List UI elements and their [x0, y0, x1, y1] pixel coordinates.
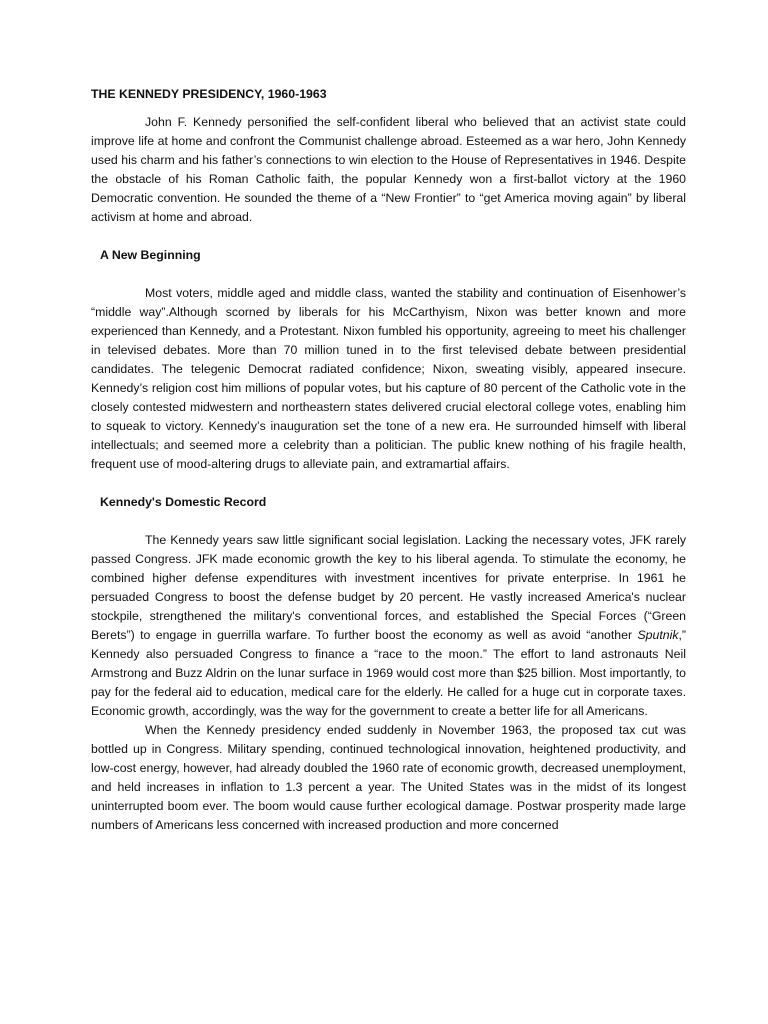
section-heading-new-beginning: A New Beginning [100, 248, 201, 262]
document-title: THE KENNEDY PRESIDENCY, 1960-1963 [91, 87, 327, 101]
new-beginning-paragraph: Most voters, middle aged and middle class, wanted the stability and continuation of Eisenhower’s “middle way”.Although scorned by liberals for his McCarthyism, Nixon was better known and more experienced than Kennedy, and a Protestant. Nixon fumbled his opportunity, agreeing to meet his challenger in televised debates. More than 70 million tuned in to the first televised debate between presidential candidates. The telegenic Democrat radiated confidence; Nixon, sweating visibly, appeared insecure. Kennedy’s religion cost him millions of popular votes, but his capture of 80 percent of the Catholic vote in the closely contested midwestern and northeastern states delivered crucial electoral college votes, enabling him to squeak to victory. Kennedy’s inauguration set the tone of a new era. He surrounded himself with liberal intellectuals; and seemed more a celebrity than a politician. The public knew nothing of his fragile health, frequent use of mood-altering drugs to alleviate pain, and extramartial affairs. [91, 286, 686, 471]
domestic-p1-text-a: The Kennedy years saw little significant social legislation. Lacking the necessary votes, JFK rarely passed Congress. JFK made economic growth the key to his liberal agenda. To stimulate the economy, he combined higher defense expenditures with investment incentives for private enterprise. In 1961 he persuaded Congress to boost the defense budget by 20 percent. He vastly increased America's nuclear stockpile, strengthened the military's conventional forces, and established the Special Forces (“Green Berets”) to engage in guerrilla warfare. To further boost the economy as well as avoid “another [91, 533, 686, 642]
section-heading-domestic-record: Kennedy's Domestic Record [100, 495, 267, 509]
document-page [91, 85, 686, 835]
domestic-p1-text-b: ,” Kennedy also persuaded Congress to finance a “race to the moon.” The effort to land astronauts Neil Armstrong and Buzz Aldrin on the lunar surface in 1969 would cost more than $25 billion. Most importantly, to pay for the federal aid to education, medical care for the elderly. He called for a huge cut in corporate taxes. Economic growth, accordingly, was the way for the government to create a better life for all Americans. [91, 628, 686, 718]
intro-paragraph: John F. Kennedy personified the self-confident liberal who believed that an activist state could improve life at home and confront the Communist challenge abroad. Esteemed as a war hero, John Kennedy used his charm and his father’s connections to win election to the House of Representatives in 1946. Despite the obstacle of his Roman Catholic faith, the popular Kennedy won a first-ballot victory at the 1960 Democratic convention. He sounded the theme of a “New Frontier” to “get America moving again” by liberal activism at home and abroad. [91, 115, 686, 224]
sputnik-italic: Sputnik [637, 628, 679, 642]
domestic-record-paragraph-2: When the Kennedy presidency ended suddenly in November 1963, the proposed tax cut was bottled up in Congress. Military spending, continued technological innovation, heightened productivity, and low-cost energy, however, had already doubled the 1960 rate of economic growth, decreased unemployment, and held increases in inflation to 1.3 percent a year. The United States was in the midst of its longest uninterrupted boom ever. The boom would cause further ecological damage. Postwar prosperity made large numbers of Americans less concerned with increased production and more concerned [91, 723, 686, 832]
domestic-record-paragraph-1 [91, 531, 686, 721]
